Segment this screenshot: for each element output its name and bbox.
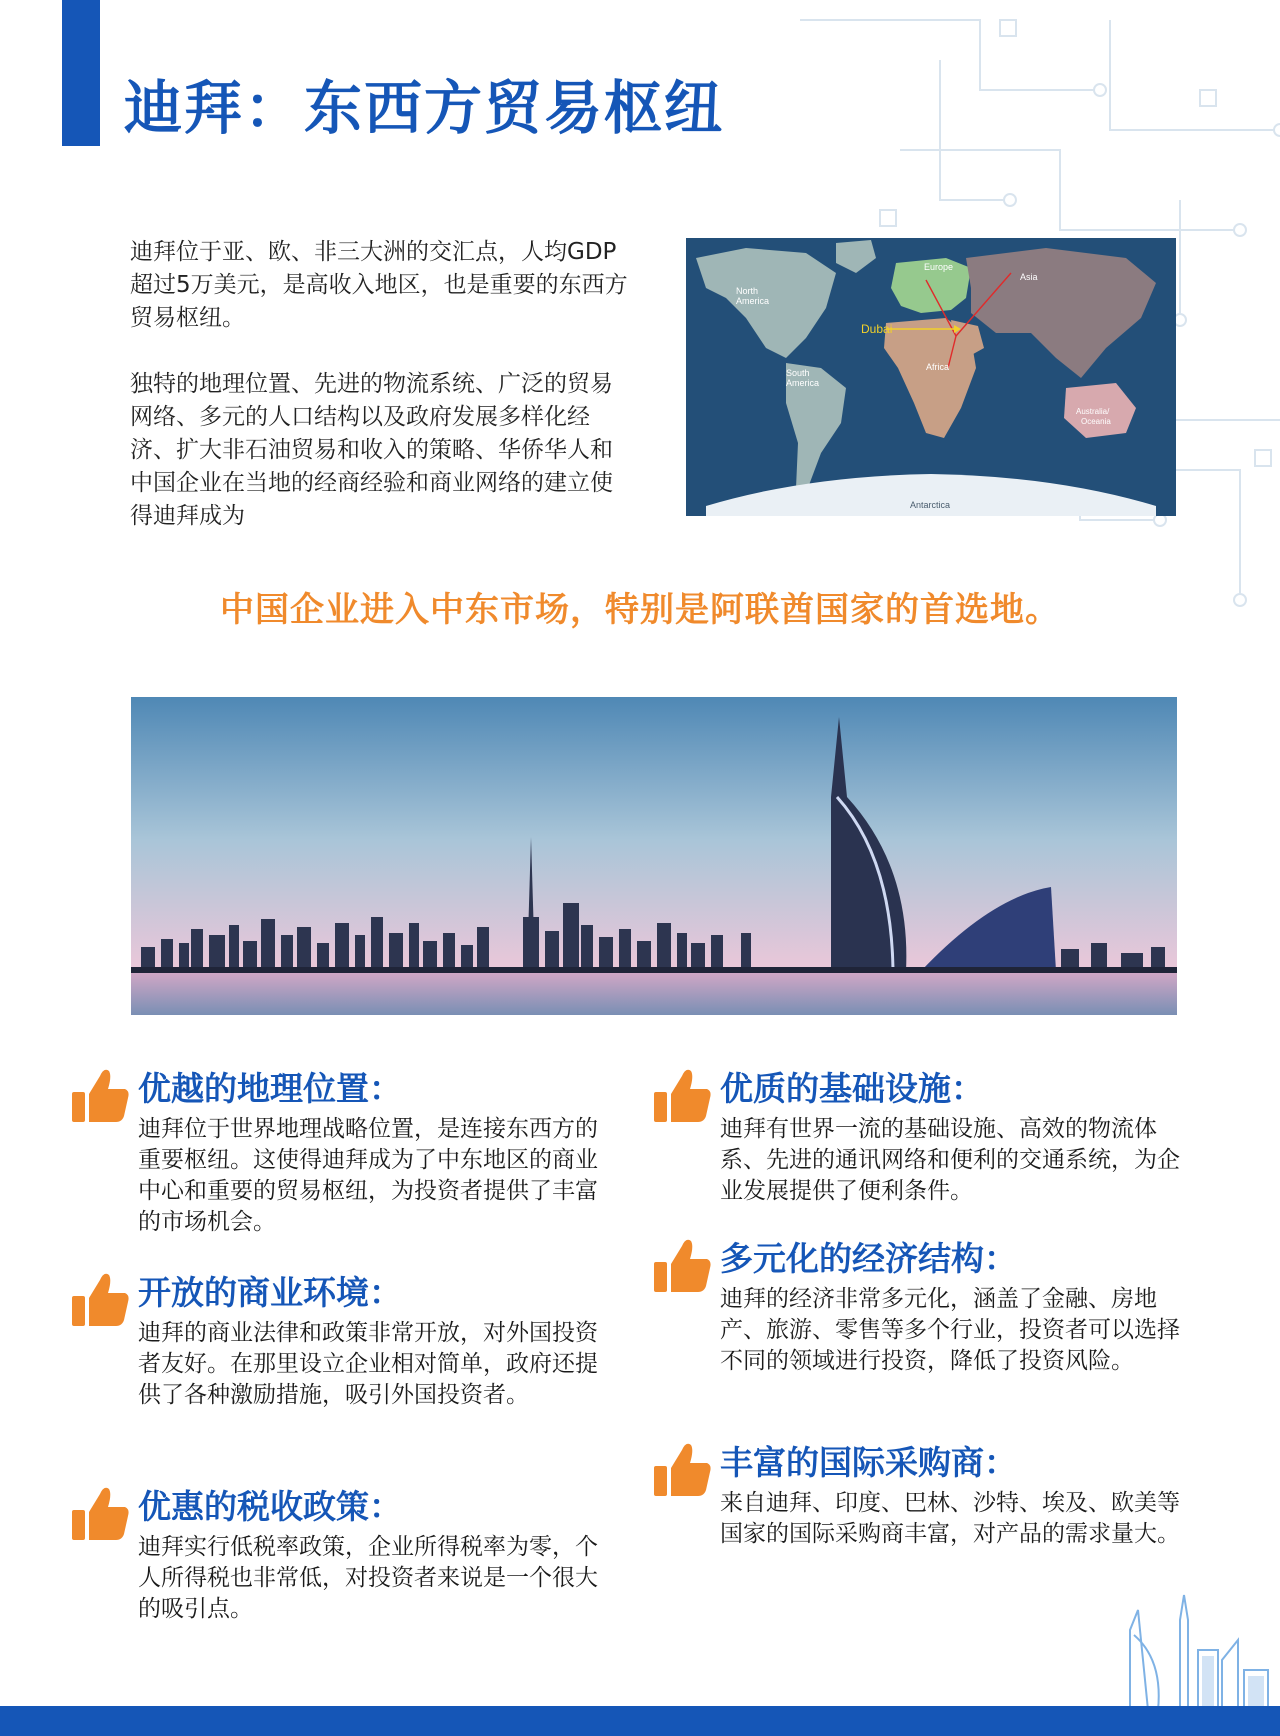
feature-text: 来自迪拜、印度、巴林、沙特、埃及、欧美等国家的国际采购商丰富，对产品的需求量大。 — [720, 1490, 1180, 1547]
feature-text: 迪拜的经济非常多元化，涵盖了金融、房地产、旅游、零售等多个行业，投资者可以选择不同的领域进行投资，降低了投资风险。 — [720, 1286, 1180, 1374]
feature-text: 迪拜有世界一流的基础设施、高效的物流体系、先进的通讯网络和便利的交通系统，为企业发展提供了便利条件。 — [720, 1116, 1180, 1204]
footer-bar — [0, 1706, 1280, 1736]
feature-title: 优质的基础设施： — [720, 1069, 984, 1108]
intro-paragraph-1: 迪拜位于亚、欧、非三大洲的交汇点，人均GDP超过5万美元，是高收入地区，也是重要的东西方贸易枢纽。 — [130, 239, 628, 331]
intro-paragraph-2: 独特的地理位置、先进的物流系统、广泛的贸易网络、多元的人口结构以及政府发展多样化经济、扩大非石油贸易和收入的策略、华侨华人和中国企业在当地的经商经验和商业网络的建立使得迪拜成为 — [130, 371, 613, 529]
thumbs-up-icon — [70, 1482, 130, 1544]
intro-text — [130, 236, 630, 566]
page-title: 迪拜：东西方贸易枢纽 — [124, 74, 725, 142]
dubai-skyline-image — [131, 697, 1177, 1015]
feature-economic-structure — [720, 1236, 1190, 1377]
feature-title: 开放的商业环境： — [138, 1273, 402, 1312]
map-label-south-america: South — [786, 368, 810, 378]
feature-text: 迪拜位于世界地理战略位置，是连接东西方的重要枢纽。这使得迪拜成为了中东地区的商业中心和重要的贸易枢纽，为投资者提供了丰富的市场机会。 — [138, 1116, 598, 1235]
map-label-asia: Asia — [1020, 272, 1038, 282]
feature-title: 丰富的国际采购商： — [720, 1443, 1017, 1482]
map-label-north-america-2: America — [736, 296, 770, 306]
map-label-antarctica: Antarctica — [910, 500, 951, 510]
feature-title: 多元化的经济结构： — [720, 1239, 1017, 1278]
feature-text: 迪拜实行低税率政策，企业所得税率为零，个人所得税也非常低，对投资者来说是一个很大的吸引点。 — [138, 1534, 598, 1622]
feature-geography — [138, 1066, 608, 1238]
feature-infrastructure — [720, 1066, 1190, 1207]
thumbs-up-icon — [652, 1438, 712, 1500]
map-label-north-america: North — [736, 286, 759, 296]
thumbs-up-icon — [652, 1234, 712, 1296]
feature-business-environment — [138, 1270, 608, 1411]
map-label-south-america-2: America — [786, 378, 820, 388]
map-label-europe: Europe — [924, 262, 954, 272]
title-accent-bar — [62, 0, 100, 146]
map-label-africa: Africa — [926, 362, 950, 372]
thumbs-up-icon — [70, 1064, 130, 1126]
thumbs-up-icon — [70, 1268, 130, 1330]
feature-international-buyers — [720, 1440, 1190, 1550]
feature-tax-policy — [138, 1484, 608, 1625]
city-skyline-decoration — [1118, 1590, 1280, 1710]
feature-title: 优惠的税收政策： — [138, 1487, 402, 1526]
feature-text: 迪拜的商业法律和政策非常开放，对外国投资者友好。在那里设立企业相对简单，政府还提供了各种激励措施，吸引外国投资者。 — [138, 1320, 598, 1408]
feature-title: 优越的地理位置： — [138, 1069, 402, 1108]
highlight-statement: 中国企业进入中东市场，特别是阿联酋国家的首选地。 — [220, 590, 1060, 630]
thumbs-up-icon — [652, 1064, 712, 1126]
map-label-dubai: Dubai — [861, 322, 893, 336]
world-map-image — [686, 238, 1176, 516]
map-label-australia-2: Oceania — [1081, 417, 1111, 426]
map-label-australia: Australia/ — [1076, 407, 1110, 416]
